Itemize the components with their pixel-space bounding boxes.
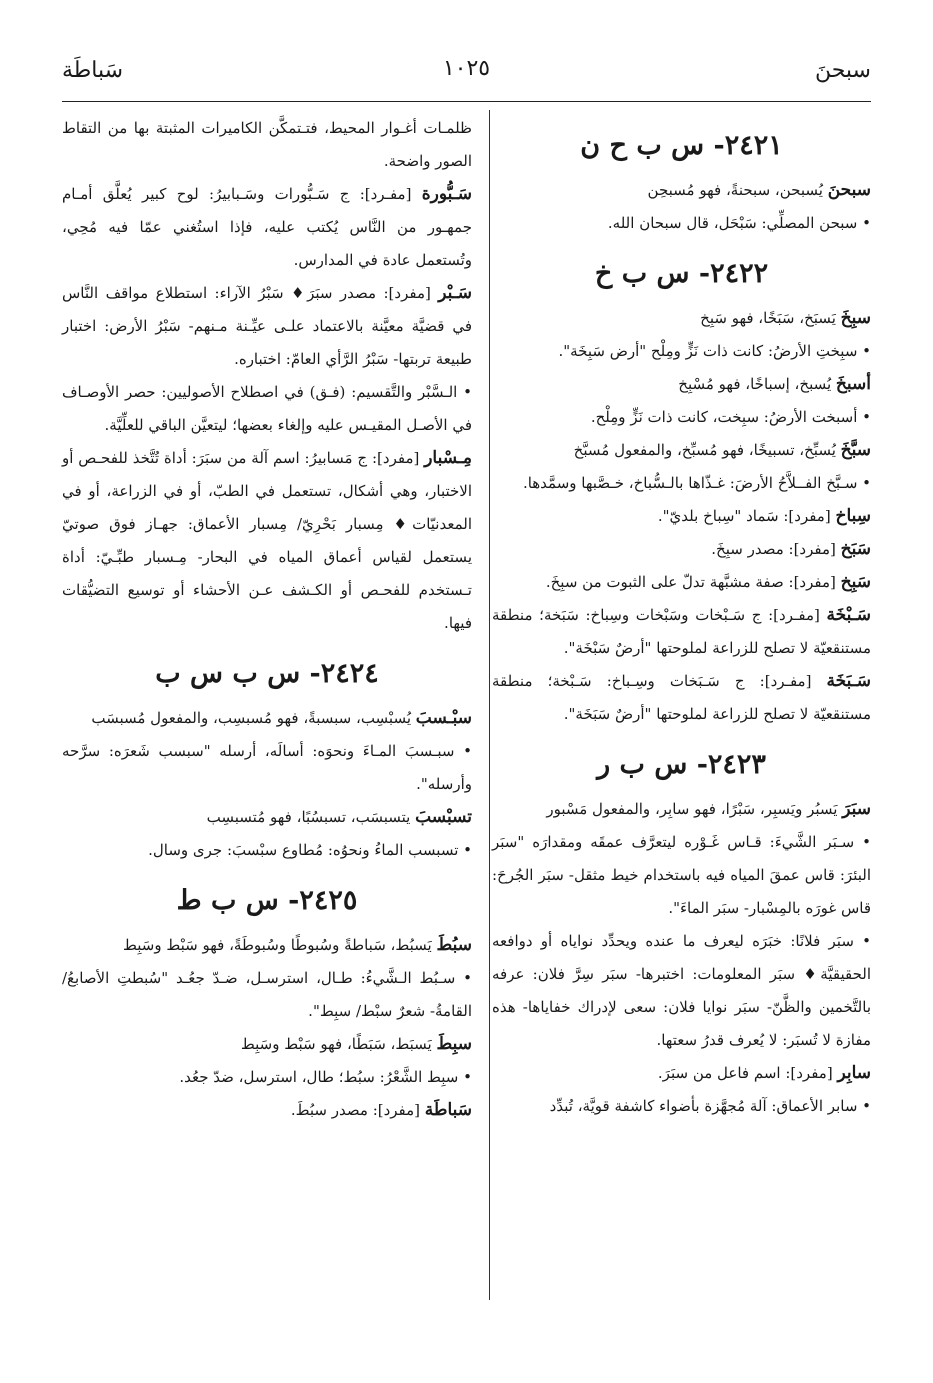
entry-headword: سَبِخ xyxy=(840,572,871,592)
dictionary-entry xyxy=(492,1057,871,1090)
entry-definition: يتسبسَب، تسبسُبًا، فهو مُتسبسِب xyxy=(206,808,416,826)
dictionary-entry xyxy=(492,434,871,467)
sense-line: • سـبَر الشَّيءَ: قـاس غَـوْره ليتعرَّف عمقَه ومقدارَه "سبَر البئرَ: قاس عمقَ المياه فيه باستخدام خيط مثقل- سبَر الجُرحَ: قاس غورَه بالمِسْبار- سبَر الماءَ". xyxy=(492,833,871,917)
entry-headword: أسبخَ xyxy=(835,374,871,394)
entry-definition: [مفرد]: مصدر سبِخَ. xyxy=(711,540,841,558)
root-heading: ٢٤٢٥- س ب ط xyxy=(176,885,358,916)
sense-line: • سبـسبَ المـاءَ ونحوَه: أسالَه، أرسله "سبسب شَعرَه: سرَّحه وأرسله". xyxy=(62,742,472,793)
dictionary-entry xyxy=(62,442,472,640)
entry-headword: سَباطَة xyxy=(424,1100,472,1120)
column-divider xyxy=(489,110,490,1300)
dictionary-entry xyxy=(492,500,871,533)
root-heading: ٢٤٢٣- س ب ر xyxy=(597,749,766,780)
entry-definition: يُسبِّخ، تسبيخًا، فهو مُسبِّخ، والمفعول مُسبَّخ xyxy=(573,441,841,459)
sense-line: • سبِختِ الأرضُ: كانت ذات نَزٍّ ومِلْح "أرض سَبِخَة". xyxy=(558,342,871,360)
entry-definition: يُسبخ، إسباخًا، فهو مُسْبِخ xyxy=(678,375,836,393)
dictionary-entry xyxy=(62,178,472,277)
entry-definition: [مفرد]: صفة مشبَّهة تدلّ على الثبوت من سبِخَ. xyxy=(545,573,841,591)
entry-definition: [مفرد]: مصدر سبَرَ♦ سَبْرُ الآراء: استطلاع مواقف النَّاس في قضيَّة معيَّنة بالاعتماد علـى عيِّـنة مـنهم- سَبْرُ الأرض: اختبار طبيعة تربتها- سَبْرُ الرَّأي العامّ: اختباره. xyxy=(62,284,472,368)
entry-headword: سبحنَ xyxy=(827,180,871,200)
entry-headword: سبْـسبَ xyxy=(415,708,472,728)
sense-line: • سـبَّخ الفــلاَّحُ الأرضَ: غـذّاها بالـسُّباخ، خـصَّبها وسمَّدها. xyxy=(522,474,871,492)
sense-line: ظلمـات أغـوار المحيط، فتـتمكَّن الكاميرات المثبتة بها من التقاط الصور واضحة. xyxy=(62,119,472,170)
entry-definition: [مفرد]: مصدر سبُطَ. xyxy=(290,1101,425,1119)
sense-line: • الـسَّبْر والتَّقسيم: (فـق) في اصطلاح الأصوليين: حصر الأوصـاف في الأصـل المقيـس عليه وإلغاء بعضها؛ ليتعيَّن الباقي للعلِّيَّة. xyxy=(62,383,472,434)
dictionary-entry xyxy=(492,368,871,401)
entry-definition: يَسبُط، سَباطةً وسُبوطًا وسُبوطَةً، فهو سَبْط وسَبِط xyxy=(123,936,437,954)
page-header xyxy=(62,52,871,96)
entry-headword: سَـبْر xyxy=(438,283,472,303)
dictionary-entry xyxy=(62,1028,472,1061)
sense-line: • سـبُط الـشَّيءُ: طـال، استرسـل، ضـدّ جعُـد "سُبطتِ الأصابعُ/ القامةُ- شعرٌ سبْط/ سبِط". xyxy=(62,969,472,1020)
root-heading: ٢٤٢٤- س ب س ب xyxy=(155,658,379,689)
entry-definition: يُسبحن، سبحنةً، فهو مُسبحِن xyxy=(647,181,828,199)
entry-definition: يُسبْسِب، سبسبةً، فهو مُسبسِب، والمفعول مُسبسَب xyxy=(91,709,416,727)
header-last-word: سَباطَة xyxy=(62,58,124,83)
entry-headword: سِباخ xyxy=(835,506,871,526)
sense-line: • أسبخت الأرضُ: سبِخت، كانت ذات نَزٍّ ومِلْح. xyxy=(590,408,871,426)
entry-headword: سبِطَ xyxy=(436,1034,472,1054)
entry-headword: سبِخَ xyxy=(840,308,871,328)
root-heading: ٢٤٢٢- س ب خ xyxy=(594,258,769,289)
dictionary-entry xyxy=(492,665,871,731)
entry-headword: تسبْسبَ xyxy=(415,807,472,827)
dictionary-entry xyxy=(492,533,871,566)
entry-headword: سَـبُّورة xyxy=(421,184,472,204)
entry-headword: سَـبَخَة xyxy=(826,671,871,691)
header-rule xyxy=(62,101,871,102)
dictionary-entry xyxy=(492,599,871,665)
entry-headword: سبَّخَ xyxy=(840,440,871,460)
sense-line: • تسبسب الماءُ ونحوُه: مُطاوع سبْسبَ: جرى وسال. xyxy=(148,841,472,859)
dictionary-entry xyxy=(62,801,472,834)
dictionary-entry xyxy=(492,793,871,826)
sense-line: • سبَر فلانًا: خبَرَه ليعرف ما عنده ويحدِّد نواياه أو دوافعه الحقيقيَّة♦ سبَر المعلومات: اختبرها- سبَر سِرَّ فلان: عرفه بالتَّخمين والظَّنّ- سبَر نوايا فلان: سعى لإدراك خفاياها- هذه مفازة لا تُسبَر: لا يُعرف قدرُ سعتها. xyxy=(492,932,871,1049)
root-heading: ٢٤٢١- س ب ح ن xyxy=(580,130,783,161)
dictionary-entry xyxy=(62,702,472,735)
entry-definition: يَسبُر ويَسبِر، سَبْرًا، فهو سابِر، والمفعول مَسْبور xyxy=(546,800,843,818)
entry-headword: سابِر xyxy=(837,1063,871,1083)
dictionary-entry xyxy=(492,302,871,335)
entry-headword: سَبَخ xyxy=(840,539,871,559)
entry-definition: [مفـرد]: ج سَـبَخات وسِـباخ: سَـبْخة؛ منطقة مستنقعيّة لا تصلح للزراعة لملوحتها "أرضٌ سَبَخَة". xyxy=(492,672,871,723)
entry-definition: يَسبَط، سَبَطًا، فهو سَبْط وسَبِط xyxy=(240,1035,437,1053)
entry-definition: يَسبَخ، سَبَخًا، فهو سَبِخ xyxy=(700,309,841,327)
sense-line: • سبحن المصلِّي: سَبْحَل، قال سبحان الله. xyxy=(607,214,871,232)
left-column xyxy=(62,112,472,1127)
entry-headword: سبُطَ xyxy=(436,935,472,955)
dictionary-entry xyxy=(62,929,472,962)
entry-definition: [مفرد]: اسم فاعل من سبَرَ. xyxy=(657,1064,838,1082)
entry-definition: [مفرد]: ج مَسابيرُ: اسم آلة من سبَرَ: أداة تُتَّخذ للفحـص أو الاختبار، وهي أشكال، تستعمل في الطبّ، أو في الزراعة، أو في المعدنيّات♦ مِسبار بَحْرِيّ/ مِسبار الأعماق: جهـاز فوق صوتيّ يستعمل لقياس أعماق المياه في البحار- مِـسبار طبِّـيّ: أداة تـستخدم للفحـص أو الكـشف عـن الأحشاء أو توسيع التضيُّقات فيها. xyxy=(62,449,472,632)
right-column xyxy=(492,112,871,1123)
entry-definition: [مفـرد]: ج سَـبُّورات وسَـبابيرُ: لوح كبير يُعلَّق أمـام جمهـور من النَّاس يُكتب عليه، فإذا استُغني عمّا فيه مُحِي، وتُستعمل عادة في المدارس. xyxy=(62,185,472,269)
entry-headword: مِـسْبار xyxy=(424,448,472,468)
dictionary-entry xyxy=(62,277,472,376)
sense-line: • سبِط الشَّعْرُ: سبُط؛ طال، استرسل، ضدّ جعُد. xyxy=(179,1068,472,1086)
entry-definition: [مفـرد]: ج سَـبْخات وسَبْخات وسِباخ: سَبَخة؛ منطقة مستنقعيّة لا تصلح للزراعة لملوحتها "أرضٌ سَبْخَة". xyxy=(492,606,871,657)
page-number: ١٠٢٥ xyxy=(442,56,491,81)
entry-definition: [مفرد]: سَماد "سِباخ بلديّ". xyxy=(657,507,836,525)
header-first-word: سبحنَ xyxy=(814,58,871,83)
sense-line: • سابر الأعماق: آلة مُجهَّزة بأضواء كاشفة قويَّة، تُبدِّد xyxy=(549,1097,871,1115)
dictionary-entry xyxy=(492,174,871,207)
dictionary-entry xyxy=(62,1094,472,1127)
dictionary-entry xyxy=(492,566,871,599)
entry-headword: سبَرَ xyxy=(842,799,871,819)
entry-headword: سَـبْخَة xyxy=(826,605,871,625)
